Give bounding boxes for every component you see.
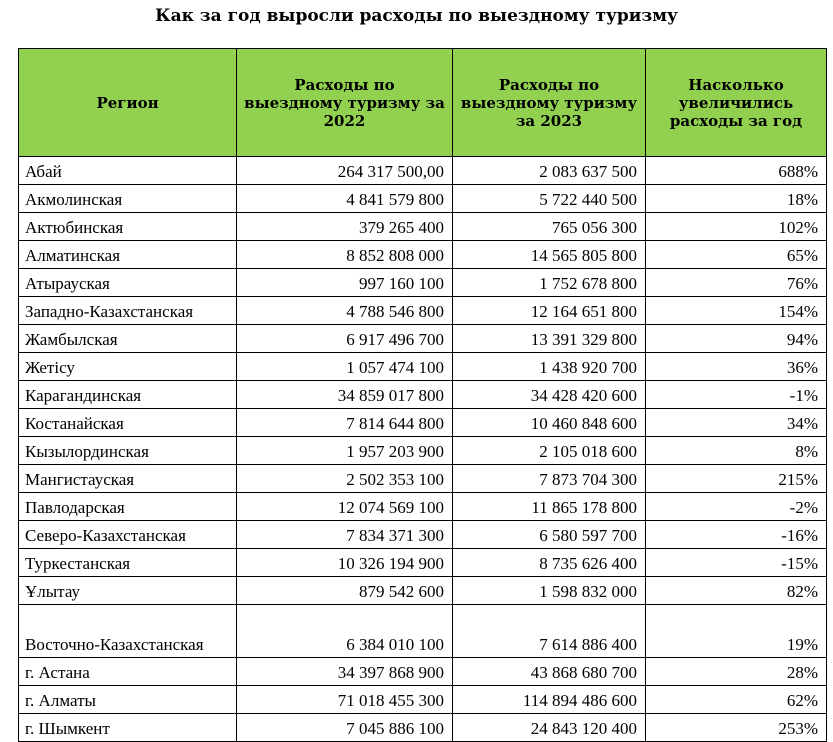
- growth-cell: -16%: [646, 521, 827, 549]
- region-cell: Жетісу: [19, 353, 237, 381]
- expenses-2022-cell: 12 074 569 100: [237, 493, 453, 521]
- table-row: [19, 714, 827, 742]
- expenses-2022-cell: 7 834 371 300: [237, 521, 453, 549]
- growth-cell: 28%: [646, 658, 827, 686]
- region-cell: Кызылординская: [19, 437, 237, 465]
- expenses-2023-cell: 2 105 018 600: [453, 437, 646, 465]
- expenses-2023-cell: 34 428 420 600: [453, 381, 646, 409]
- expenses-2023-cell: 7 873 704 300: [453, 465, 646, 493]
- expenses-2022-cell: 2 502 353 100: [237, 465, 453, 493]
- expenses-2023-cell: 6 580 597 700: [453, 521, 646, 549]
- table-row: [19, 577, 827, 605]
- region-cell: Туркестанская: [19, 549, 237, 577]
- table-row: [19, 549, 827, 577]
- expenses-2023-cell: 14 565 805 800: [453, 241, 646, 269]
- region-cell: г. Астана: [19, 658, 237, 686]
- growth-cell: 215%: [646, 465, 827, 493]
- region-cell: Атырауская: [19, 269, 237, 297]
- growth-cell: 36%: [646, 353, 827, 381]
- region-cell: Костанайская: [19, 409, 237, 437]
- region-cell: Жамбылская: [19, 325, 237, 353]
- expenses-2022-cell: 34 859 017 800: [237, 381, 453, 409]
- table-row: [19, 269, 827, 297]
- expenses-2022-cell: 34 397 868 900: [237, 658, 453, 686]
- growth-cell: 18%: [646, 185, 827, 213]
- table-row: [19, 381, 827, 409]
- expenses-2022-cell: 1 057 474 100: [237, 353, 453, 381]
- table-row: [19, 493, 827, 521]
- data-table: [18, 48, 827, 742]
- growth-cell: 154%: [646, 297, 827, 325]
- growth-cell: 688%: [646, 157, 827, 185]
- expenses-2022-cell: 6 384 010 100: [237, 605, 453, 658]
- table-row: [19, 465, 827, 493]
- expenses-2022-cell: 4 841 579 800: [237, 185, 453, 213]
- expenses-2022-cell: 10 326 194 900: [237, 549, 453, 577]
- region-cell: Северо-Казахстанская: [19, 521, 237, 549]
- region-cell: Ұлытау: [19, 577, 237, 605]
- growth-cell: 253%: [646, 714, 827, 742]
- header-growth: Насколько увеличились расходы за год: [646, 49, 827, 157]
- region-cell: г. Шымкент: [19, 714, 237, 742]
- page-title: Как за год выросли расходы по выездному туризму: [155, 6, 678, 26]
- growth-cell: 34%: [646, 409, 827, 437]
- header-expenses-2023: Расходы по выездному туризму за 2023: [453, 49, 646, 157]
- expenses-2023-cell: 765 056 300: [453, 213, 646, 241]
- expenses-2023-cell: 114 894 486 600: [453, 686, 646, 714]
- expenses-2023-cell: 8 735 626 400: [453, 549, 646, 577]
- expenses-2023-cell: 12 164 651 800: [453, 297, 646, 325]
- table-row: [19, 241, 827, 269]
- table-row: [19, 157, 827, 185]
- growth-cell: -2%: [646, 493, 827, 521]
- expenses-2023-cell: 24 843 120 400: [453, 714, 646, 742]
- growth-cell: 76%: [646, 269, 827, 297]
- table-row: [19, 686, 827, 714]
- expenses-2023-cell: 11 865 178 800: [453, 493, 646, 521]
- table-row: [19, 213, 827, 241]
- expenses-2022-cell: 4 788 546 800: [237, 297, 453, 325]
- region-cell: Карагандинская: [19, 381, 237, 409]
- expenses-2022-cell: 7 814 644 800: [237, 409, 453, 437]
- growth-cell: 19%: [646, 605, 827, 658]
- expenses-2023-cell: 1 438 920 700: [453, 353, 646, 381]
- expenses-2023-cell: 1 752 678 800: [453, 269, 646, 297]
- expenses-2023-cell: 43 868 680 700: [453, 658, 646, 686]
- expenses-2022-cell: 7 045 886 100: [237, 714, 453, 742]
- region-cell: Алматинская: [19, 241, 237, 269]
- expenses-2023-cell: 13 391 329 800: [453, 325, 646, 353]
- region-cell: Павлодарская: [19, 493, 237, 521]
- region-cell: Мангистауская: [19, 465, 237, 493]
- header-region: Регион: [19, 49, 237, 157]
- table-row: [19, 325, 827, 353]
- expenses-2022-cell: 379 265 400: [237, 213, 453, 241]
- growth-cell: 62%: [646, 686, 827, 714]
- region-cell: Восточно-Казахстанская: [19, 605, 237, 658]
- table-row: [19, 437, 827, 465]
- table-row: [19, 353, 827, 381]
- growth-cell: 8%: [646, 437, 827, 465]
- expenses-2023-cell: 10 460 848 600: [453, 409, 646, 437]
- expenses-2022-cell: 8 852 808 000: [237, 241, 453, 269]
- expenses-2022-cell: 264 317 500,00: [237, 157, 453, 185]
- table-header: [19, 49, 827, 157]
- growth-cell: 65%: [646, 241, 827, 269]
- region-cell: г. Алматы: [19, 686, 237, 714]
- region-cell: Актюбинская: [19, 213, 237, 241]
- region-cell: Абай: [19, 157, 237, 185]
- table-row: [19, 409, 827, 437]
- growth-cell: -15%: [646, 549, 827, 577]
- table-row: [19, 521, 827, 549]
- growth-cell: 102%: [646, 213, 827, 241]
- expenses-2023-cell: 7 614 886 400: [453, 605, 646, 658]
- region-cell: Акмолинская: [19, 185, 237, 213]
- table-row: [19, 297, 827, 325]
- table-body: [19, 157, 827, 742]
- expenses-2023-cell: 5 722 440 500: [453, 185, 646, 213]
- header-expenses-2022: Расходы по выездному туризму за 2022: [237, 49, 453, 157]
- table-row: [19, 185, 827, 213]
- expenses-2022-cell: 6 917 496 700: [237, 325, 453, 353]
- expenses-2022-cell: 71 018 455 300: [237, 686, 453, 714]
- growth-cell: 82%: [646, 577, 827, 605]
- expenses-2022-cell: 1 957 203 900: [237, 437, 453, 465]
- table-row: [19, 658, 827, 686]
- header-row: [19, 49, 827, 157]
- expenses-2023-cell: 2 083 637 500: [453, 157, 646, 185]
- growth-cell: 94%: [646, 325, 827, 353]
- region-cell: Западно-Казахстанская: [19, 297, 237, 325]
- table-row: [19, 605, 827, 658]
- expenses-2023-cell: 1 598 832 000: [453, 577, 646, 605]
- expenses-2022-cell: 997 160 100: [237, 269, 453, 297]
- growth-cell: -1%: [646, 381, 827, 409]
- expenses-2022-cell: 879 542 600: [237, 577, 453, 605]
